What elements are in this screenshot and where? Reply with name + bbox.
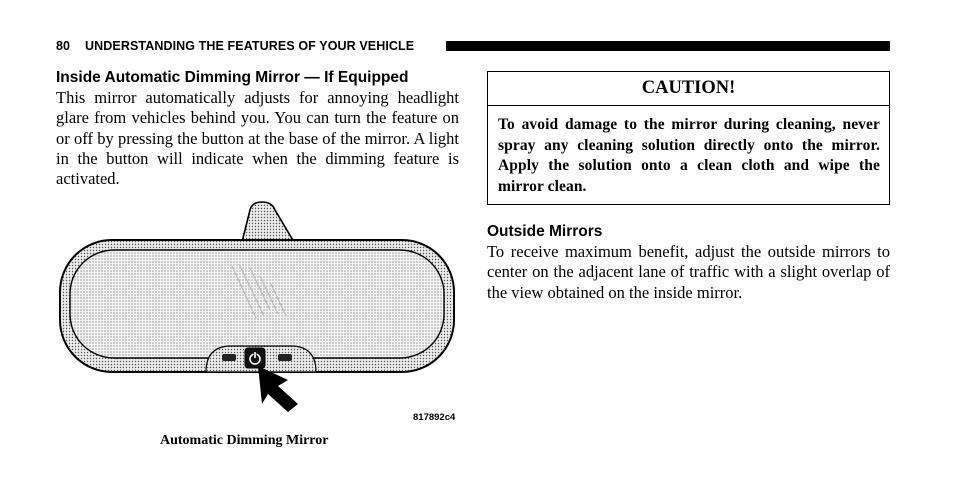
power-icon: [245, 348, 265, 368]
rearview-mirror-illustration: [56, 198, 464, 428]
mirror-figure: [56, 198, 464, 428]
dimming-mirror-paragraph: This mirror automatically adjusts for annoying headlight glare from vehicles behind you. You can turn the feature on or off by pressing the button at the base of the mirror. A light in the button will indicate when the dimming feature is activated.: [56, 88, 459, 189]
caution-title: CAUTION!: [488, 72, 889, 106]
dimming-mirror-heading: Inside Automatic Dimming Mirror — If Equipped: [56, 69, 409, 86]
figure-caption: Automatic Dimming Mirror: [160, 433, 329, 448]
page-number: 80: [56, 39, 70, 53]
section-title: UNDERSTANDING THE FEATURES OF YOUR VEHICLE: [85, 39, 415, 53]
caution-text: To avoid damage to the mirror during cleaning, never spray any cleaning solution directly onto the mirror. Apply the solution onto a clean cloth and wipe the mirror clean.: [498, 116, 880, 195]
page-header: [56, 38, 890, 54]
outside-mirrors-heading: Outside Mirrors: [487, 223, 603, 240]
outside-mirrors-paragraph: To receive maximum benefit, adjust the outside mirrors to center on the adjacent lane of traffic with a slight overlap of the view obtained on the inside mirror.: [487, 242, 890, 302]
header-rule: [446, 41, 890, 51]
figure-code: 817892c4: [413, 412, 456, 423]
caution-box: [487, 71, 890, 205]
